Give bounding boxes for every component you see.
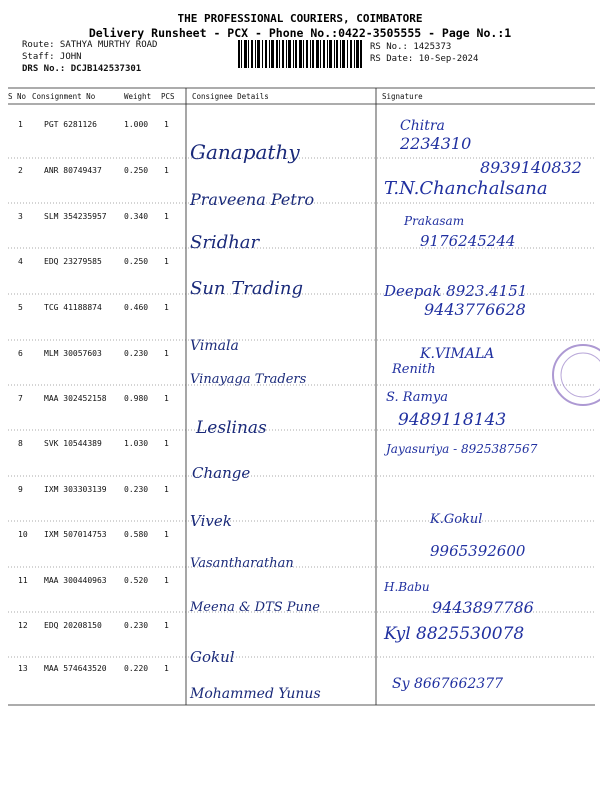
signature-handwriting: Sy 8667662377 — [392, 676, 504, 692]
row-pcs: 1 — [164, 664, 169, 673]
signature-phone: 8939140832 — [480, 158, 582, 177]
row-consignment: MAA 302452158 — [44, 394, 107, 403]
row-weight: 0.230 — [124, 621, 149, 630]
signature-phone: 2234310 — [400, 134, 472, 153]
rs-date: RS Date: 10-Sep-2024 — [370, 54, 479, 64]
company-title: THE PROFESSIONAL COURIERS, COIMBATORE — [177, 12, 423, 25]
signature-phone: 9443776628 — [424, 300, 526, 319]
row-weight: 1.030 — [124, 439, 149, 448]
row-sno: 4 — [18, 257, 23, 266]
row-sno: 3 — [18, 212, 23, 221]
row-consignment: MAA 300440963 — [44, 576, 107, 585]
row-weight: 0.230 — [124, 485, 149, 494]
row-consignment: MAA 574643520 — [44, 664, 107, 673]
row-consignment: IXM 507014753 — [44, 530, 107, 539]
row-sno: 12 — [18, 621, 28, 630]
row-consignment: TCG 41188874 — [44, 303, 102, 312]
route-label: Route: SATHYA MURTHY ROAD — [22, 40, 158, 50]
consignee-handwriting: Vivek — [190, 512, 232, 530]
row-sno: 5 — [18, 303, 23, 312]
row-weight: 0.250 — [124, 257, 149, 266]
row-consignment: PGT 6281126 — [44, 120, 97, 129]
row-sno: 6 — [18, 349, 23, 358]
signature-handwriting: Renith — [392, 362, 436, 377]
row-pcs: 1 — [164, 257, 169, 266]
signature-handwriting: Chitra — [400, 118, 445, 134]
signature-handwriting: S. Ramya — [386, 390, 448, 405]
row-consignment: EDQ 20208150 — [44, 621, 102, 630]
signature-handwriting: H.Babu — [384, 580, 430, 594]
row-pcs: 1 — [164, 120, 169, 129]
signature-handwriting: Prakasam — [404, 214, 465, 228]
row-consignment: SLM 354235957 — [44, 212, 107, 221]
header-consignee: Consignee Details — [192, 92, 269, 101]
row-weight: 0.250 — [124, 166, 149, 175]
row-consignment: MLM 30057603 — [44, 349, 102, 358]
consignee-handwriting: Meena & DTS Pune — [190, 600, 320, 615]
header-sno: S No — [8, 92, 27, 101]
row-consignment: EDQ 23279585 — [44, 257, 102, 266]
row-pcs: 1 — [164, 303, 169, 312]
row-weight: 1.000 — [124, 120, 149, 129]
signature-handwriting: Deepak 8923.4151 — [384, 282, 528, 300]
runsheet-title: Delivery Runsheet - PCX - Phone No.:0422-3505555 - Page No.:1 — [88, 26, 512, 40]
signature-handwriting: K.VIMALA — [420, 346, 495, 362]
row-pcs: 1 — [164, 349, 169, 358]
row-sno: 11 — [18, 576, 28, 585]
consignee-handwriting: Vinayaga Traders — [190, 372, 307, 387]
row-pcs: 1 — [164, 530, 169, 539]
row-pcs: 1 — [164, 576, 169, 585]
row-weight: 0.340 — [124, 212, 149, 221]
consignee-handwriting: Gokul — [190, 648, 235, 666]
signature-handwriting: K.Gokul — [430, 512, 483, 527]
row-pcs: 1 — [164, 166, 169, 175]
consignee-handwriting: Vimala — [190, 338, 239, 354]
consignee-handwriting: Change — [192, 464, 251, 482]
row-sno: 10 — [18, 530, 28, 539]
header-signature: Signature — [382, 92, 423, 101]
row-sno: 1 — [18, 120, 23, 129]
row-weight: 0.980 — [124, 394, 149, 403]
consignee-handwriting: Sridhar — [190, 232, 260, 253]
signature-handwriting: Jayasuriya - 8925387567 — [386, 442, 538, 456]
consignee-handwriting: Mohammed Yunus — [190, 686, 321, 702]
stamp-seal — [548, 340, 600, 410]
row-pcs: 1 — [164, 485, 169, 494]
row-consignment: IXM 303303139 — [44, 485, 107, 494]
row-weight: 0.580 — [124, 530, 149, 539]
signature-phone: 9965392600 — [430, 542, 526, 560]
rs-number: RS No.: 1425373 — [370, 42, 452, 52]
signature-phone: 9443897786 — [432, 598, 534, 617]
row-sno: 8 — [18, 439, 23, 448]
header-pcs: PCS — [161, 92, 175, 101]
row-sno: 13 — [18, 664, 28, 673]
row-sno: 9 — [18, 485, 23, 494]
row-consignment: SVK 10544389 — [44, 439, 102, 448]
consignee-handwriting: Vasantharathan — [190, 556, 294, 571]
row-weight: 0.460 — [124, 303, 149, 312]
row-weight: 0.230 — [124, 349, 149, 358]
consignee-handwriting: Leslinas — [196, 418, 267, 438]
drs-number: DRS No.: DCJB142537301 — [22, 64, 142, 74]
row-pcs: 1 — [164, 394, 169, 403]
signature-phone: 9489118143 — [398, 410, 507, 430]
staff-label: Staff: JOHN — [22, 52, 82, 62]
row-pcs: 1 — [164, 621, 169, 630]
row-weight: 0.520 — [124, 576, 149, 585]
row-pcs: 1 — [164, 439, 169, 448]
signature-handwriting: Kyl 8825530078 — [384, 624, 525, 644]
consignee-handwriting: Praveena Petro — [190, 190, 315, 209]
header-consignment: Consignment No — [32, 92, 96, 101]
row-weight: 0.220 — [124, 664, 149, 673]
header-weight: Weight — [124, 92, 152, 101]
row-pcs: 1 — [164, 212, 169, 221]
consignee-handwriting: Ganapathy — [190, 140, 300, 164]
row-sno: 7 — [18, 394, 23, 403]
row-consignment: ANR 80749437 — [44, 166, 102, 175]
signature-handwriting: T.N.Chanchalsana — [384, 178, 548, 199]
row-sno: 2 — [18, 166, 23, 175]
signature-phone: 9176245244 — [420, 232, 516, 250]
consignee-handwriting: Sun Trading — [190, 278, 303, 299]
